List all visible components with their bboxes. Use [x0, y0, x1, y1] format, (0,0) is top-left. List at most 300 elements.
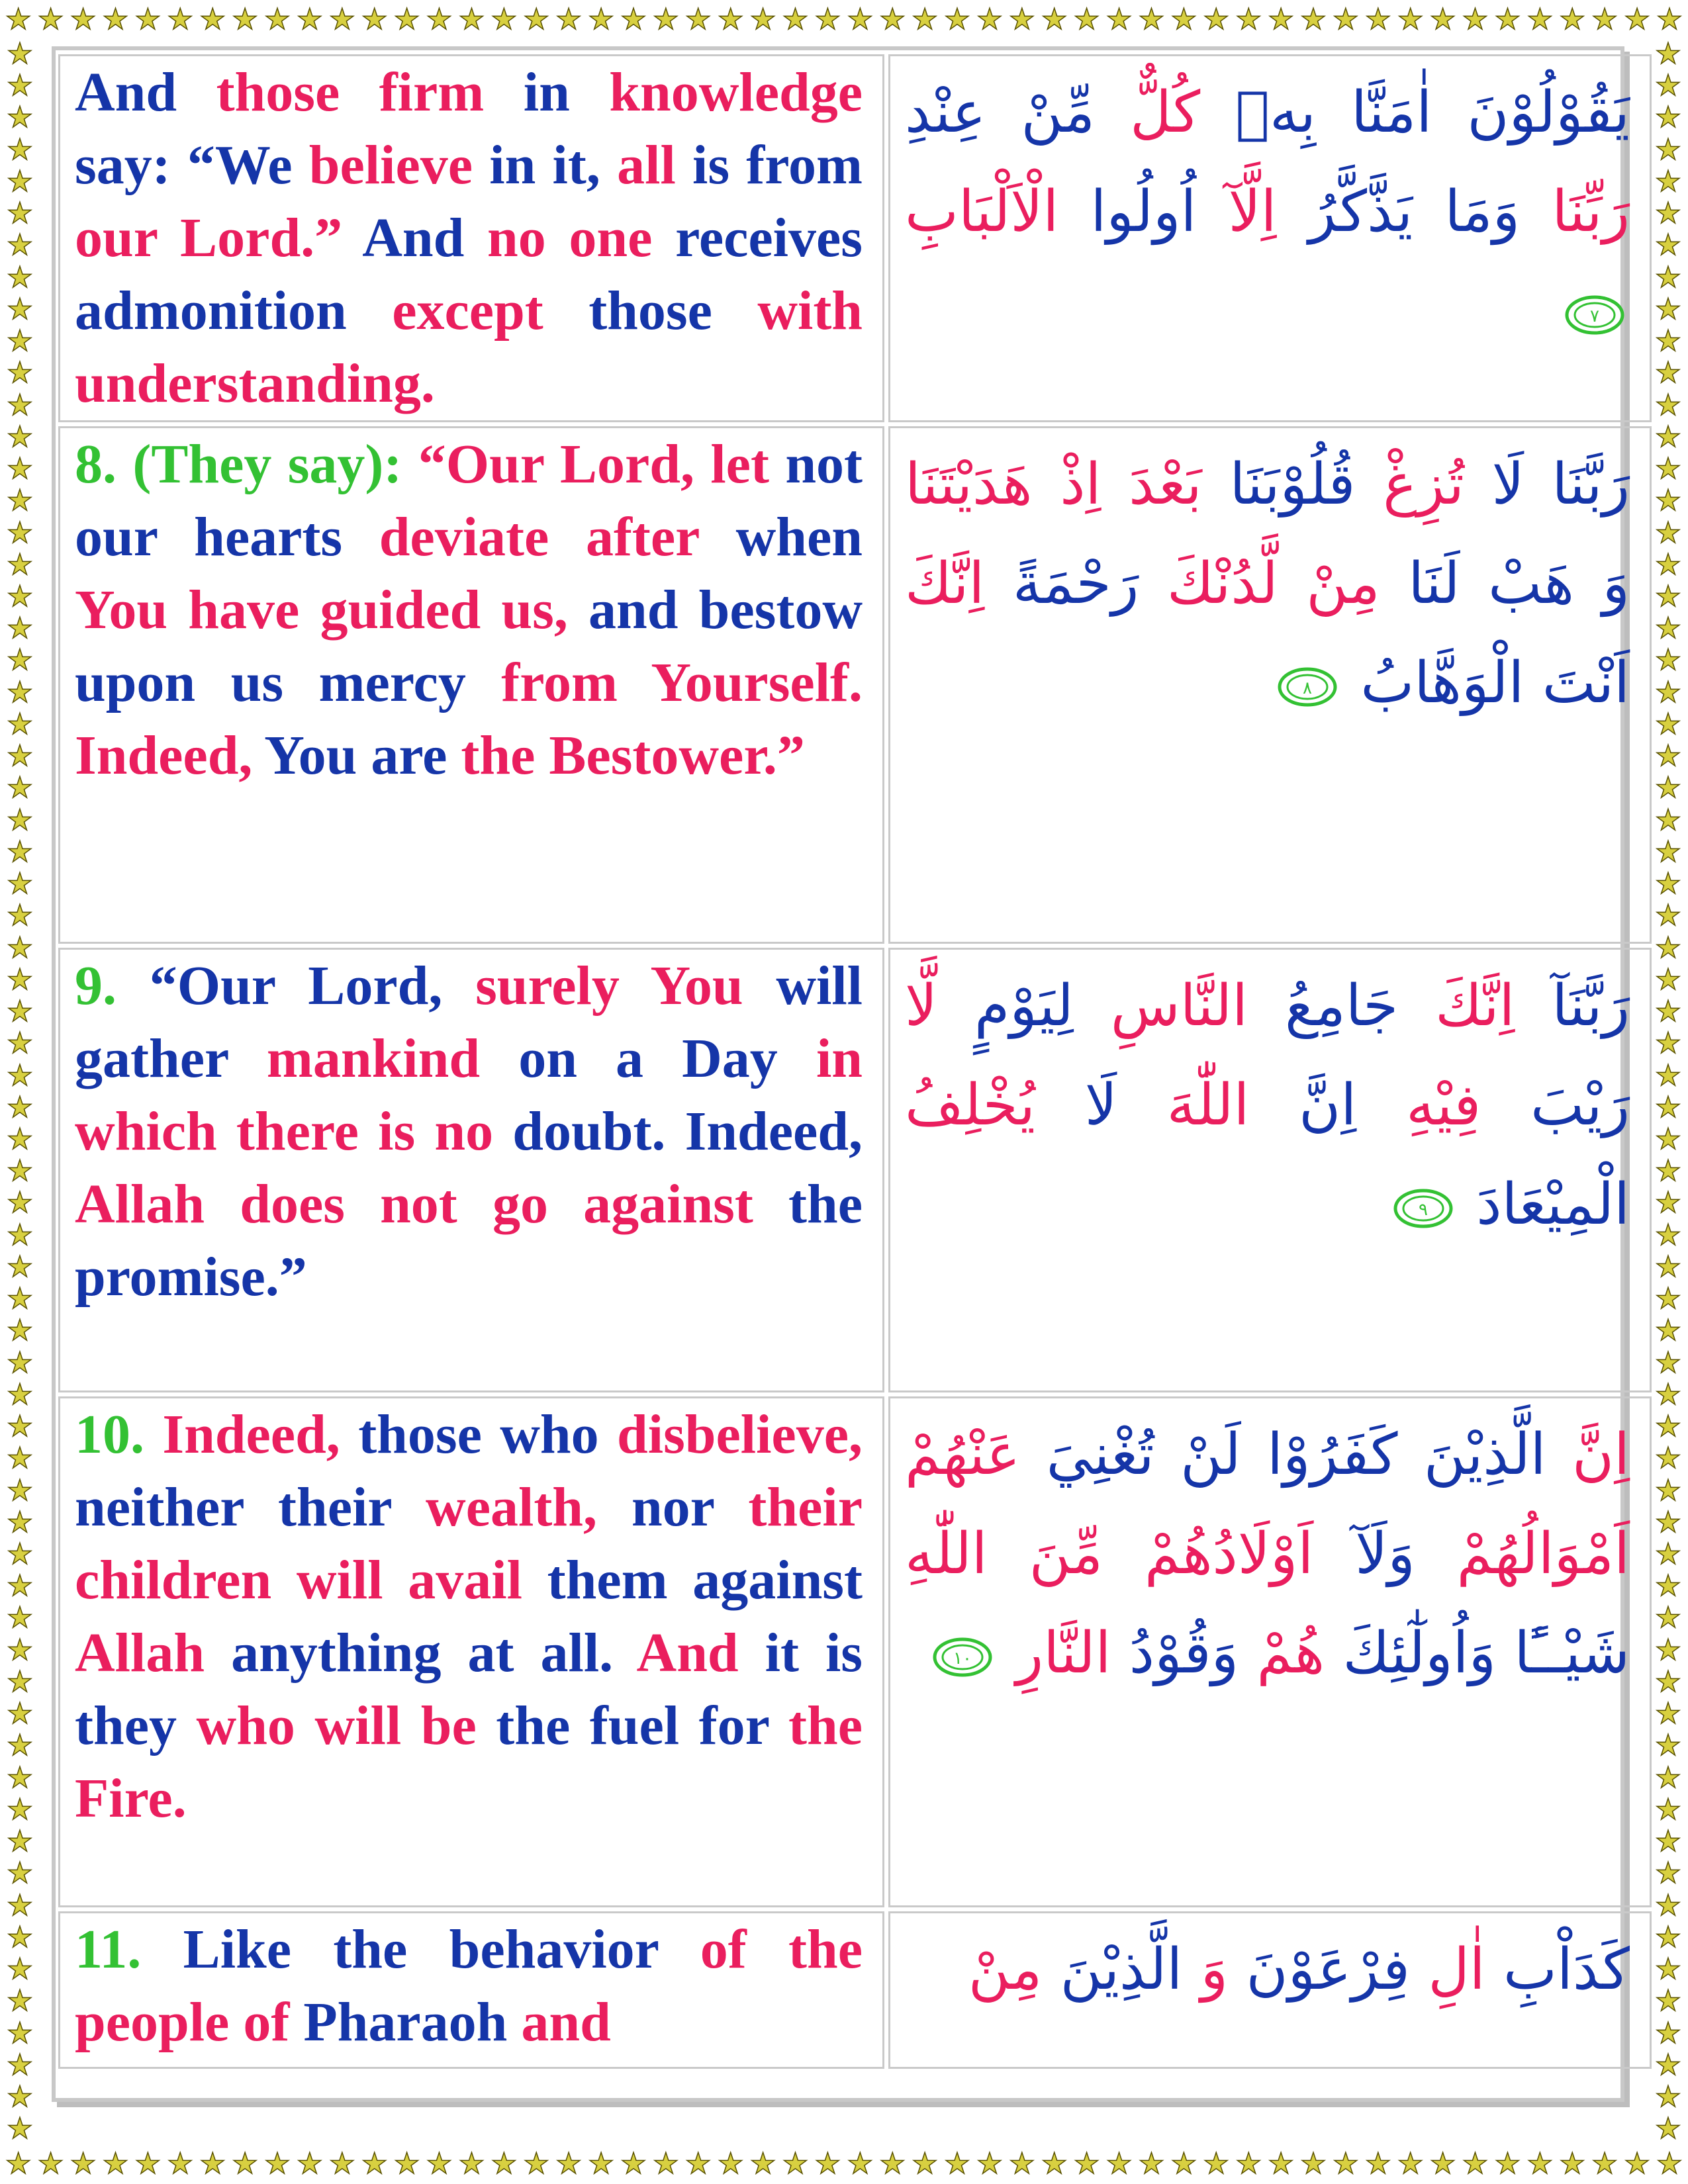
star-icon: ★ [1655, 1059, 1681, 1092]
star-icon: ★ [426, 2148, 453, 2180]
english-segment: those firm [216, 62, 524, 123]
arabic-word: مِنْ [1306, 551, 1380, 617]
arabic-word: الَّذِيْنَ [1060, 1936, 1183, 2003]
star-icon: ★ [1526, 2148, 1554, 2180]
arabic-word: كُلٌّ [1130, 79, 1201, 146]
star-icon: ★ [7, 707, 33, 741]
arabic-word: لَّا [905, 973, 938, 1039]
star-icon: ★ [7, 325, 33, 358]
star-icon: ★ [1655, 580, 1681, 613]
star-icon: ★ [361, 3, 388, 36]
star-icon: ★ [879, 3, 906, 36]
star-icon: ★ [1365, 3, 1391, 36]
star-icon: ★ [1235, 3, 1262, 36]
star-icon: ★ [814, 2148, 841, 2180]
star-icon: ★ [7, 1698, 33, 1731]
star-icon: ★ [1655, 995, 1681, 1028]
english-segment: does not [240, 1173, 492, 1235]
arabic-verse [905, 1920, 1630, 2019]
english-segment: is from [692, 134, 863, 196]
arabic-word: اِذْ [1060, 451, 1102, 518]
star-icon: ★ [1655, 133, 1681, 166]
english-segment: when [735, 506, 863, 568]
english-segment: in which there is [75, 1028, 863, 1162]
star-icon: ★ [7, 1410, 33, 1443]
arabic-word: اَمْوَالُهُمْ [1456, 1521, 1630, 1587]
star-icon: ★ [361, 2148, 388, 2180]
arabic-cell [888, 948, 1652, 1392]
star-icon: ★ [1655, 1538, 1681, 1571]
english-segment: “Our Lord, [149, 955, 476, 1017]
star-icon: ★ [1656, 3, 1683, 36]
english-segment: go against [492, 1173, 789, 1235]
arabic-word: اَوْلَادُهُمْ [1144, 1521, 1314, 1587]
star-icon: ★ [7, 740, 33, 773]
star-icon: ★ [620, 3, 647, 36]
english-cell [58, 54, 884, 422]
star-icon: ★ [7, 2048, 33, 2081]
star-icon: ★ [1655, 1474, 1681, 1507]
star-icon: ★ [717, 3, 744, 36]
star-icon: ★ [1655, 453, 1681, 486]
star-icon: ★ [879, 2148, 906, 2180]
star-icon: ★ [7, 963, 33, 996]
star-icon: ★ [7, 420, 33, 453]
english-segment: not our hearts [75, 433, 863, 568]
star-icon: ★ [7, 2081, 33, 2113]
english-translation [75, 1913, 863, 2059]
english-segment: And [636, 1622, 765, 1684]
star-icon: ★ [7, 548, 33, 581]
english-segment: neither their [75, 1477, 426, 1538]
arabic-word: جَامِعُ [1284, 973, 1399, 1039]
arabic-word: كَدَاْبِ [1503, 1936, 1630, 2003]
star-icon: ★ [944, 2148, 970, 2180]
arabic-word: كَفَرُوْا [1267, 1422, 1398, 1488]
english-segment: disbelieve, [617, 1404, 863, 1465]
verse-number: ٩ [1418, 1199, 1428, 1220]
star-icon: ★ [1365, 2148, 1391, 2180]
english-segment: Pharaoh [303, 1991, 522, 2053]
star-icon: ★ [1655, 325, 1681, 358]
arabic-word: رَبِّنَا [1552, 179, 1630, 245]
english-segment: the promise.” [75, 1173, 863, 1308]
star-icon: ★ [1655, 388, 1681, 422]
arabic-word: اِنَّكَ [905, 551, 985, 617]
star-icon: ★ [1138, 2148, 1165, 2180]
star-icon: ★ [749, 3, 776, 36]
star-border-left [0, 40, 40, 2144]
star-icon: ★ [5, 3, 32, 36]
star-icon: ★ [7, 1187, 33, 1220]
star-icon: ★ [1655, 1985, 1681, 2018]
star-icon: ★ [1655, 101, 1681, 134]
verse-number: ٨ [1303, 678, 1312, 698]
star-icon: ★ [588, 3, 614, 36]
star-icon: ★ [1655, 1953, 1681, 1986]
verse-table [54, 50, 1656, 2073]
star-icon: ★ [1655, 1633, 1681, 1666]
star-icon: ★ [7, 1442, 33, 1475]
star-icon: ★ [1655, 1729, 1681, 1762]
star-icon: ★ [1655, 868, 1681, 901]
star-icon: ★ [1655, 420, 1681, 453]
english-segment: it is they [75, 1622, 863, 1756]
english-segment: mercy [318, 652, 502, 713]
arabic-word: اُولُوا [1090, 179, 1197, 245]
english-segment: And [362, 207, 487, 269]
star-icon: ★ [782, 3, 809, 36]
star-icon: ★ [1397, 3, 1424, 36]
arabic-word: فِيْهِ [1406, 1072, 1481, 1138]
arabic-word: الَّذِيْنَ [1423, 1422, 1546, 1488]
star-icon: ★ [1655, 1218, 1681, 1251]
english-segment: except [392, 280, 589, 341]
star-icon: ★ [1655, 772, 1681, 805]
star-icon: ★ [782, 2148, 809, 2180]
star-icon: ★ [7, 1761, 33, 1794]
arabic-verse [905, 956, 1630, 1254]
english-segment: nor [631, 1477, 749, 1538]
star-icon: ★ [7, 165, 33, 198]
star-icon: ★ [37, 2148, 64, 2180]
verse-row [58, 54, 1652, 422]
arabic-word: اِنَّكَ [1435, 973, 1515, 1039]
star-icon: ★ [1655, 1027, 1681, 1060]
arabic-word: وَ [1200, 1936, 1229, 2003]
star-icon: ★ [1655, 835, 1681, 868]
star-icon: ★ [1655, 197, 1681, 230]
star-icon: ★ [1333, 2148, 1359, 2180]
star-icon: ★ [523, 3, 549, 36]
english-segment: receives admonition [75, 207, 863, 341]
star-icon: ★ [1655, 1314, 1681, 1347]
english-segment: wealth, [426, 1477, 632, 1538]
star-icon: ★ [1655, 1155, 1681, 1188]
english-segment: mankind [266, 1028, 519, 1089]
english-segment: doubt. Indeed, [512, 1101, 863, 1162]
star-icon: ★ [1655, 1283, 1681, 1316]
english-segment: will gather [75, 955, 863, 1089]
star-icon: ★ [1333, 3, 1359, 36]
english-segment: say: “We [75, 134, 309, 196]
star-icon: ★ [1655, 1793, 1681, 1826]
star-icon: ★ [1429, 2148, 1456, 2180]
arabic-word: يَقُوْلُوْنَ [1467, 79, 1630, 146]
english-segment: of [243, 1991, 304, 2053]
star-icon: ★ [555, 3, 582, 36]
english-segment: their children [75, 1477, 863, 1611]
star-icon: ★ [1300, 2148, 1327, 2180]
arabic-word: شَيْــًٔا [1514, 1620, 1630, 1686]
star-icon: ★ [1656, 2148, 1683, 2180]
star-icon: ★ [1462, 3, 1489, 36]
star-icon: ★ [1170, 3, 1197, 36]
star-icon: ★ [1655, 2048, 1681, 2081]
star-icon: ★ [491, 2148, 518, 2180]
arabic-word: مِنْ [968, 1936, 1043, 2003]
english-segment: and bestow upon us [75, 579, 863, 713]
star-icon: ★ [1073, 2148, 1100, 2180]
star-icon: ★ [1655, 963, 1681, 996]
english-segment: Allah [75, 1173, 240, 1235]
star-icon: ★ [7, 1506, 33, 1539]
star-icon: ★ [7, 1538, 33, 1571]
english-segment: Like the behavior [183, 1919, 700, 1980]
star-icon: ★ [7, 1283, 33, 1316]
star-icon: ★ [7, 1729, 33, 1762]
verse-row [58, 426, 1652, 944]
star-icon: ★ [1559, 2148, 1585, 2180]
star-icon: ★ [7, 931, 33, 964]
star-icon: ★ [7, 40, 33, 70]
star-icon: ★ [1138, 3, 1165, 36]
star-icon: ★ [70, 3, 97, 36]
english-segment: deviate after [379, 506, 736, 568]
star-icon: ★ [102, 3, 129, 36]
english-segment: those who [358, 1404, 618, 1465]
star-icon: ★ [232, 3, 258, 36]
star-icon: ★ [1655, 1602, 1681, 1635]
english-segment: them against [547, 1549, 863, 1611]
star-icon: ★ [134, 2148, 162, 2180]
star-icon: ★ [1041, 2148, 1068, 2180]
star-icon: ★ [7, 1602, 33, 1635]
star-icon: ★ [1624, 3, 1650, 36]
star-icon: ★ [1655, 1825, 1681, 1858]
star-icon: ★ [1655, 1570, 1681, 1603]
star-icon: ★ [7, 1633, 33, 1666]
star-icon: ★ [1559, 3, 1585, 36]
arabic-word: وَقُوْدُ [1129, 1620, 1239, 1686]
english-cell [58, 948, 884, 1392]
arabic-cell [888, 54, 1652, 422]
star-icon: ★ [7, 1218, 33, 1251]
star-icon: ★ [134, 3, 162, 36]
star-icon: ★ [393, 2148, 420, 2180]
star-icon: ★ [7, 2113, 33, 2144]
arabic-word: وَاُولٰٓئِكَ [1342, 1620, 1497, 1686]
star-icon: ★ [7, 868, 33, 901]
star-icon: ★ [1655, 1665, 1681, 1698]
star-icon: ★ [393, 3, 420, 36]
arabic-word: وَ هَبْ [1488, 551, 1630, 617]
arabic-word: لَنْ [1180, 1422, 1241, 1488]
star-icon: ★ [1655, 644, 1681, 677]
english-segment: the Bestower.” [461, 725, 805, 786]
arabic-word: النَّارِ [1015, 1620, 1111, 1686]
star-icon: ★ [491, 3, 518, 36]
star-icon: ★ [1655, 1091, 1681, 1124]
english-segment: in it, [489, 134, 618, 196]
english-cell [58, 1396, 884, 1907]
english-segment: 10. [75, 1404, 163, 1465]
arabic-word: اِنَّ [1299, 1072, 1357, 1138]
star-icon: ★ [912, 3, 938, 36]
star-icon: ★ [7, 1027, 33, 1060]
star-icon: ★ [167, 2148, 193, 2180]
arabic-word: فِرْعَوْنَ [1246, 1936, 1410, 2003]
star-icon: ★ [1655, 293, 1681, 326]
star-icon: ★ [7, 1314, 33, 1347]
star-icon: ★ [7, 612, 33, 645]
english-segment: will avail [296, 1549, 547, 1611]
star-icon: ★ [1655, 899, 1681, 933]
star-icon: ★ [264, 3, 291, 36]
star-icon: ★ [1655, 931, 1681, 964]
star-icon: ★ [1655, 1122, 1681, 1156]
star-icon: ★ [7, 580, 33, 613]
star-icon: ★ [1655, 1346, 1681, 1379]
star-icon: ★ [1655, 229, 1681, 262]
star-icon: ★ [1494, 3, 1521, 36]
verse-number: ١٠ [953, 1648, 972, 1668]
star-icon: ★ [1655, 1761, 1681, 1794]
star-icon: ★ [1655, 740, 1681, 773]
star-icon: ★ [7, 1091, 33, 1124]
english-translation [75, 428, 863, 792]
arabic-word: اِلَّآ [1228, 179, 1277, 245]
star-icon: ★ [1655, 803, 1681, 837]
star-icon: ★ [7, 229, 33, 262]
english-segment: “Our Lord, [418, 433, 711, 495]
star-icon: ★ [264, 2148, 291, 2180]
english-segment: anything at all. [231, 1622, 637, 1684]
star-icon: ★ [7, 1889, 33, 1922]
english-segment: on a Day [518, 1028, 816, 1089]
star-icon: ★ [1655, 2081, 1681, 2113]
star-icon: ★ [7, 197, 33, 230]
english-translation [75, 56, 863, 420]
arabic-cell [888, 1396, 1652, 1907]
star-icon: ★ [329, 2148, 355, 2180]
star-border-bottom [0, 2144, 1688, 2184]
english-segment: in [523, 62, 610, 123]
english-segment: surely You [475, 955, 776, 1017]
star-icon: ★ [1655, 676, 1681, 709]
arabic-word: عَنْهُمْ [905, 1422, 1021, 1488]
star-icon: ★ [297, 3, 323, 36]
star-icon: ★ [7, 1059, 33, 1092]
star-icon: ★ [653, 2148, 679, 2180]
verse-end-marker-icon [933, 1637, 992, 1677]
english-segment: those [588, 280, 758, 341]
star-icon: ★ [620, 2148, 647, 2180]
star-icon: ★ [7, 803, 33, 837]
star-icon: ★ [7, 1155, 33, 1188]
star-border-top [0, 0, 1688, 40]
star-icon: ★ [1235, 2148, 1262, 2180]
star-icon: ★ [1655, 1442, 1681, 1475]
star-icon: ★ [70, 2148, 97, 2180]
english-segment: from Yourself. [501, 652, 863, 713]
star-icon: ★ [1655, 1378, 1681, 1411]
star-icon: ★ [1655, 1698, 1681, 1731]
star-icon: ★ [458, 3, 485, 36]
star-icon: ★ [7, 1378, 33, 1411]
arabic-word: مِّنْ عِنْدِ [905, 79, 1096, 146]
star-icon: ★ [7, 357, 33, 390]
star-icon: ★ [1655, 69, 1681, 103]
star-icon: ★ [199, 3, 226, 36]
arabic-word: رَيْبَ [1530, 1072, 1630, 1138]
star-icon: ★ [653, 3, 679, 36]
star-icon: ★ [717, 2148, 744, 2180]
star-icon: ★ [7, 1793, 33, 1826]
english-segment: of the [700, 1919, 863, 1980]
star-icon: ★ [7, 1570, 33, 1603]
english-translation [75, 1398, 863, 1835]
verse-end-marker-icon [1393, 1189, 1453, 1228]
verse-row [58, 1396, 1652, 1907]
english-segment: understanding. [75, 353, 435, 414]
star-icon: ★ [1655, 707, 1681, 741]
star-icon: ★ [7, 2017, 33, 2050]
english-segment: You have guided us, [75, 579, 589, 641]
star-icon: ★ [1624, 2148, 1650, 2180]
english-segment: people [75, 1991, 244, 2053]
verse-row [58, 948, 1652, 1392]
star-icon: ★ [297, 2148, 323, 2180]
star-icon: ★ [7, 835, 33, 868]
star-icon: ★ [1203, 2148, 1229, 2180]
star-icon: ★ [1494, 2148, 1521, 2180]
star-icon: ★ [749, 2148, 776, 2180]
star-icon: ★ [1397, 2148, 1424, 2180]
star-icon: ★ [1591, 3, 1618, 36]
star-icon: ★ [7, 388, 33, 422]
star-icon: ★ [458, 2148, 485, 2180]
star-icon: ★ [1655, 1857, 1681, 1890]
arabic-word: تُزِغْ [1383, 451, 1464, 518]
english-cell [58, 426, 884, 944]
arabic-verse [905, 435, 1630, 733]
star-icon: ★ [1655, 1921, 1681, 1954]
verse-row [58, 1911, 1652, 2069]
english-segment: all [617, 134, 693, 196]
star-icon: ★ [912, 2148, 938, 2180]
arabic-word: مِّنَ [1029, 1521, 1103, 1587]
star-icon: ★ [329, 3, 355, 36]
star-icon: ★ [7, 644, 33, 677]
star-icon: ★ [685, 2148, 712, 2180]
arabic-word: اِنَّ [1571, 1422, 1630, 1488]
arabic-word: رَبَّنَا [1552, 451, 1630, 518]
star-icon: ★ [5, 2148, 32, 2180]
arabic-word: النَّاسِ [1110, 973, 1248, 1039]
star-icon: ★ [1041, 3, 1068, 36]
star-icon: ★ [7, 899, 33, 933]
english-segment: believe [308, 134, 490, 196]
english-segment: 11. [75, 1919, 183, 1980]
star-icon: ★ [1655, 548, 1681, 581]
star-icon: ★ [1655, 516, 1681, 549]
arabic-word: بَعْدَ [1129, 451, 1202, 518]
star-icon: ★ [1105, 2148, 1133, 2180]
english-segment: the fuel [496, 1695, 699, 1756]
star-icon: ★ [7, 133, 33, 166]
star-icon: ★ [1655, 165, 1681, 198]
arabic-word: هُمْ [1256, 1620, 1325, 1686]
verse-number: ٧ [1590, 306, 1599, 326]
arabic-word: لَنَا [1408, 551, 1460, 617]
star-icon: ★ [7, 1250, 33, 1283]
english-segment: Indeed, [75, 725, 265, 786]
star-icon: ★ [7, 516, 33, 549]
english-segment: the Fire. [75, 1695, 863, 1829]
star-icon: ★ [167, 3, 193, 36]
english-segment: And [75, 62, 216, 123]
